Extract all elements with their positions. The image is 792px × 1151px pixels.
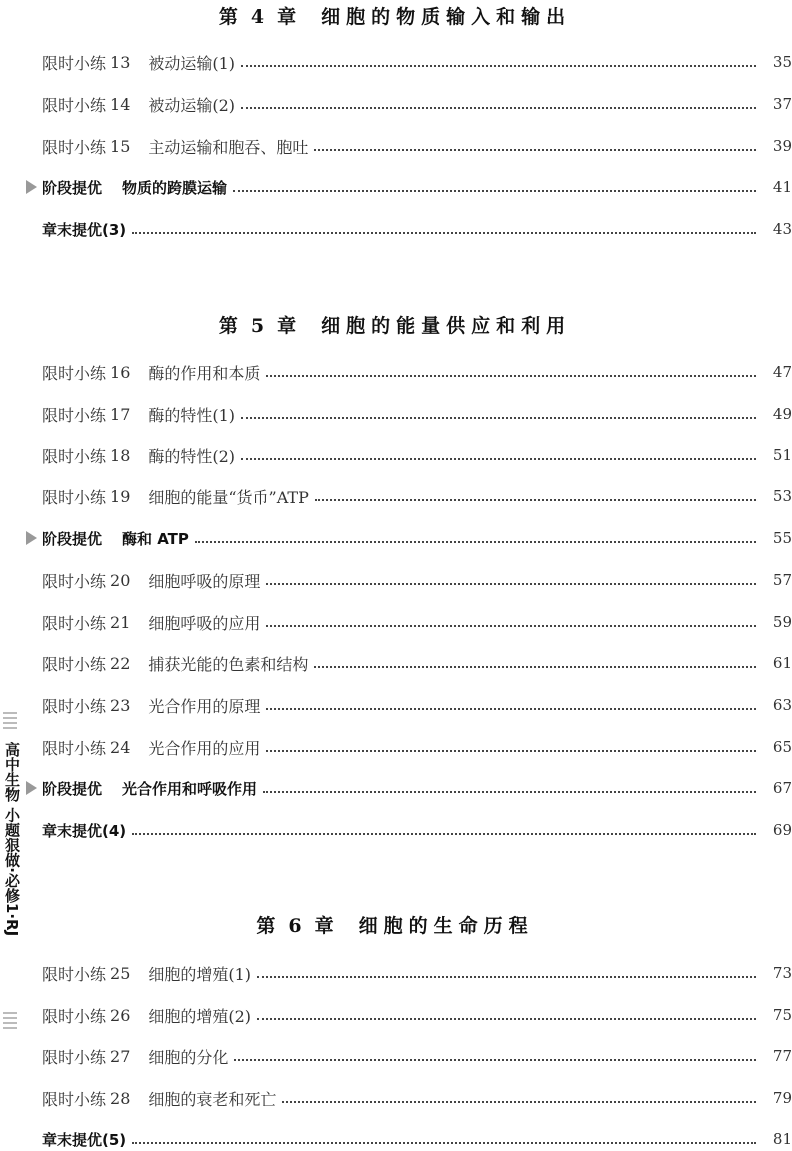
chapter-title: 细胞的生命历程 (358, 915, 534, 937)
entry-label: 限时小练 (42, 696, 107, 716)
dot-leader (241, 65, 756, 67)
entry-label: 限时小练 (42, 1089, 107, 1109)
entry-number: 15 (110, 136, 131, 156)
toc-entry[interactable] (26, 961, 792, 985)
toc-entry[interactable] (26, 175, 792, 199)
dot-leader (241, 417, 756, 419)
page-number: 53 (772, 487, 792, 505)
dot-leader (263, 791, 756, 793)
page-number: 65 (772, 738, 792, 756)
chapter-prefix: 第 (218, 6, 241, 28)
entry-title: 细胞的能量“货币”ATP (148, 487, 309, 507)
toc-entry[interactable] (26, 50, 792, 74)
entry-label: 限时小练 (42, 446, 107, 466)
toc-entry[interactable] (26, 1127, 792, 1151)
chapter-number: 5 (250, 315, 268, 337)
entry-label: 章末提优(3) (42, 220, 127, 239)
dot-leader (266, 583, 756, 585)
entry-label: 阶段提优 (42, 529, 103, 548)
dot-leader (234, 1059, 756, 1061)
page-number: 49 (772, 405, 792, 423)
chapter-heading (0, 911, 790, 938)
page-number: 63 (772, 696, 792, 714)
entry-title: 物质的跨膜运输 (122, 178, 228, 197)
dot-leader (241, 107, 756, 109)
entry-title: 酶的特性(1) (148, 405, 236, 425)
dot-leader (241, 458, 756, 460)
toc-entry[interactable] (26, 360, 792, 384)
toc-entry[interactable] (26, 217, 792, 241)
entry-number: 26 (110, 1005, 131, 1025)
entry-number: 27 (110, 1046, 131, 1066)
toc-entry[interactable] (26, 402, 792, 426)
triangle-right-icon (26, 531, 42, 545)
chapter-suffix: 章 (277, 315, 300, 337)
book-spine-label (0, 712, 22, 1042)
dot-leader (132, 232, 756, 234)
entry-number: 18 (110, 445, 131, 465)
dot-leader (257, 1018, 756, 1020)
entry-title: 主动运输和胞吞、胞吐 (148, 137, 309, 157)
toc-entry[interactable] (26, 651, 792, 675)
toc-entry[interactable] (26, 443, 792, 467)
toc-entry[interactable] (26, 735, 792, 759)
page-number: 43 (772, 220, 792, 238)
page-number: 79 (772, 1089, 792, 1107)
chapter-number: 6 (288, 915, 305, 937)
entry-title: 光合作用和呼吸作用 (122, 779, 258, 798)
entry-label: 阶段提优 (42, 779, 103, 798)
entry-title: 细胞的增殖(2) (148, 1006, 252, 1026)
dot-leader (282, 1101, 756, 1103)
entry-label: 限时小练 (42, 363, 107, 383)
dot-leader (315, 499, 756, 501)
entry-label: 限时小练 (42, 571, 107, 591)
chapter-title: 细胞的能量供应和利用 (321, 315, 572, 337)
entry-title: 酶和 ATP (122, 529, 189, 548)
page-number: 51 (772, 446, 792, 464)
entry-number: 23 (110, 695, 131, 715)
page-number: 39 (772, 137, 792, 155)
page-number: 47 (772, 363, 792, 381)
page-number: 81 (772, 1130, 792, 1148)
page-number: 77 (772, 1047, 792, 1065)
triangle-right-icon (26, 781, 42, 795)
toc-entry[interactable] (26, 134, 792, 158)
spine-decoration-bottom (3, 1012, 17, 1032)
entry-label: 章末提优(5) (42, 1130, 127, 1149)
chapter-prefix: 第 (256, 915, 279, 937)
entry-label: 章末提优(4) (42, 821, 127, 840)
entry-title: 细胞的增殖(1) (148, 964, 252, 984)
entry-label: 限时小练 (42, 1047, 107, 1067)
page-number: 37 (772, 95, 792, 113)
entry-label: 限时小练 (42, 613, 107, 633)
dot-leader (266, 708, 756, 710)
entry-title: 光合作用的原理 (148, 696, 261, 716)
page-number: 55 (772, 529, 792, 547)
page-number: 67 (772, 779, 792, 797)
entry-label: 限时小练 (42, 137, 107, 157)
page-number: 57 (772, 571, 792, 589)
entry-number: 17 (110, 404, 131, 424)
chapter-number: 4 (250, 6, 268, 28)
chapter-suffix: 章 (277, 6, 300, 28)
entry-label: 限时小练 (42, 405, 107, 425)
entry-number: 20 (110, 570, 131, 590)
entry-number: 21 (110, 612, 131, 632)
entry-number: 19 (110, 486, 131, 506)
entry-number: 28 (110, 1088, 131, 1108)
spine-decoration-top (3, 712, 17, 732)
entry-title: 细胞呼吸的原理 (148, 571, 261, 591)
chapter-heading (0, 311, 790, 338)
dot-leader (314, 666, 756, 668)
entry-title: 捕获光能的色素和结构 (148, 654, 309, 674)
toc-entry[interactable] (26, 610, 792, 634)
page-number: 41 (772, 178, 792, 196)
dot-leader (266, 750, 756, 752)
chapter-suffix: 章 (314, 915, 337, 937)
entry-label: 限时小练 (42, 95, 107, 115)
entry-title: 被动运输(1) (148, 53, 236, 73)
toc-entry[interactable] (26, 568, 792, 592)
page-number: 59 (772, 613, 792, 631)
entry-label: 限时小练 (42, 964, 107, 984)
toc-entry[interactable] (26, 1003, 792, 1027)
dot-leader (132, 833, 756, 835)
triangle-right-icon (26, 180, 42, 194)
page-number: 61 (772, 654, 792, 672)
chapter-prefix: 第 (218, 315, 241, 337)
entry-number: 13 (110, 52, 131, 72)
spine-text: 高中生物 小题狠做·必修1·RJ (3, 742, 21, 937)
entry-number: 24 (110, 737, 131, 757)
toc-entry[interactable] (26, 776, 792, 800)
entry-title: 细胞的衰老和死亡 (148, 1089, 277, 1109)
dot-leader (195, 541, 756, 543)
toc-entry[interactable] (26, 1086, 792, 1110)
entry-title: 酶的特性(2) (148, 446, 236, 466)
entry-number: 16 (110, 362, 131, 382)
entry-label: 限时小练 (42, 1006, 107, 1026)
entry-title: 酶的作用和本质 (148, 363, 261, 383)
entry-title: 细胞呼吸的应用 (148, 613, 261, 633)
entry-label: 限时小练 (42, 654, 107, 674)
toc-entry[interactable] (26, 693, 792, 717)
dot-leader (314, 149, 756, 151)
toc-entry[interactable] (26, 484, 792, 508)
entry-title: 细胞的分化 (148, 1047, 229, 1067)
toc-entry[interactable] (26, 818, 792, 842)
entry-label: 限时小练 (42, 738, 107, 758)
dot-leader (233, 190, 756, 192)
page-number: 73 (772, 964, 792, 982)
page-number: 35 (772, 53, 792, 71)
page-number: 69 (772, 821, 792, 839)
toc-entry[interactable] (26, 526, 792, 550)
entry-title: 光合作用的应用 (148, 738, 261, 758)
entry-title: 被动运输(2) (148, 95, 236, 115)
dot-leader (266, 375, 756, 377)
chapter-heading (0, 2, 790, 29)
entry-label: 限时小练 (42, 53, 107, 73)
entry-number: 22 (110, 653, 131, 673)
dot-leader (132, 1142, 756, 1144)
dot-leader (266, 625, 756, 627)
page-number: 75 (772, 1006, 792, 1024)
entry-label: 阶段提优 (42, 178, 103, 197)
entry-label: 限时小练 (42, 487, 107, 507)
dot-leader (257, 976, 756, 978)
toc-entry[interactable] (26, 92, 792, 116)
entry-number: 25 (110, 963, 131, 983)
entry-number: 14 (110, 94, 131, 114)
toc-entry[interactable] (26, 1044, 792, 1068)
chapter-title: 细胞的物质输入和输出 (321, 6, 572, 28)
